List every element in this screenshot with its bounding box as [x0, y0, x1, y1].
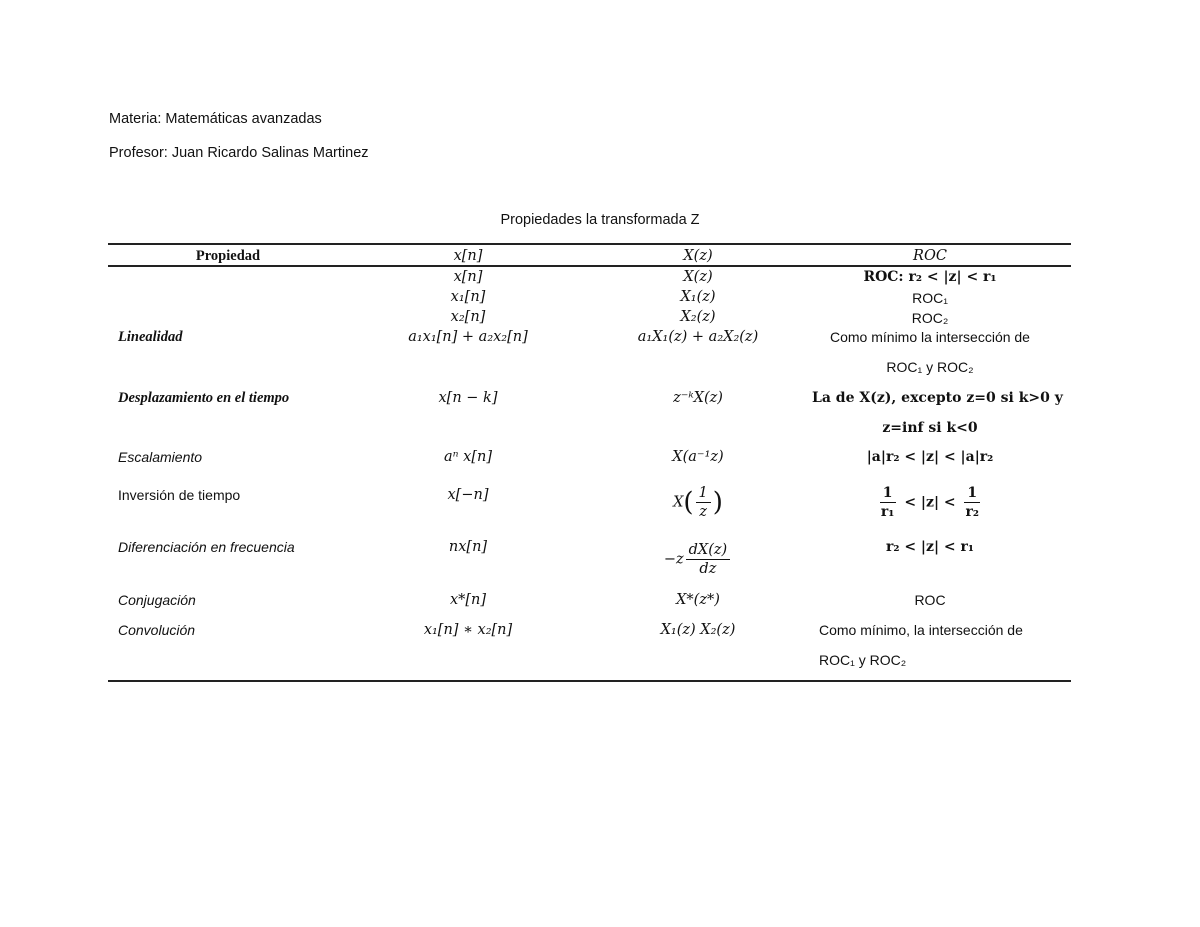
inversion-roc-right-numerator: 1 [964, 484, 980, 503]
desplazamiento-x: x[n − k] [438, 390, 498, 406]
linealidad-X-line-3: X₂(z) [680, 309, 716, 325]
linealidad-X-line-4: a₁X₁(z) + a₂X₂(z) [637, 329, 759, 345]
conjugacion-roc: ROC [914, 592, 946, 608]
table-top-rule [108, 243, 1071, 245]
table-bottom-rule [108, 680, 1071, 682]
inversion-x: x[−n] [447, 487, 489, 503]
inversion-X-numerator: 1 [696, 484, 711, 503]
linealidad-roc-line-2: ROC₁ [912, 290, 948, 306]
linealidad-X-line-2: X₁(z) [680, 289, 716, 305]
linealidad-x-line-1: x[n] [453, 269, 483, 285]
escalamiento-roc: |a|r₂ < |z| < |a|r₂ [866, 449, 994, 465]
inversion-X-prefix: X [673, 494, 684, 511]
linealidad-roc-line-5: ROC₁ y ROC₂ [886, 359, 974, 375]
linealidad-x-line-4: a₁x₁[n] + a₂x₂[n] [408, 329, 528, 345]
diferenciacion-X-denominator: dz [699, 561, 717, 577]
property-desplazamiento: Desplazamiento en el tiempo [118, 390, 290, 406]
column-header-Xz: X(z) [683, 248, 713, 264]
diferenciacion-X [578, 541, 818, 578]
inversion-roc-right-denominator: r₂ [965, 504, 980, 520]
escalamiento-X: X(a⁻¹z) [672, 449, 724, 465]
inversion-roc-middle: < |z| < [904, 494, 956, 511]
linealidad-x-line-2: x₁[n] [450, 289, 486, 305]
inversion-roc-left-denominator: r₁ [880, 504, 895, 520]
diferenciacion-x: nx[n] [448, 539, 488, 555]
conjugacion-X: X*(z*) [676, 592, 720, 608]
diferenciacion-roc: r₂ < |z| < r₁ [885, 539, 975, 555]
professor-line: Profesor: Juan Ricardo Salinas Martinez [109, 145, 369, 161]
convolucion-roc-line-1: Como mínimo, la intersección de [819, 622, 1023, 638]
linealidad-roc-line-1: ROC: r₂ < |z| < r₁ [863, 269, 997, 285]
property-convolucion: Convolución [118, 622, 196, 638]
table-header-rule [108, 265, 1071, 267]
linealidad-roc-line-4: Como mínimo la intersección de [830, 329, 1030, 345]
desplazamiento-X: z⁻ᵏX(z) [673, 390, 723, 406]
subject-line: Materia: Matemáticas avanzadas [109, 111, 322, 127]
escalamiento-x: aⁿ x[n] [444, 449, 492, 465]
column-header-xn: x[n] [453, 248, 483, 264]
desplazamiento-roc-line-1: La de X(z), excepto z=0 si k>0 y [812, 390, 1063, 406]
property-diferenciacion: Diferenciación en frecuencia [118, 539, 295, 555]
convolucion-X: X₁(z) X₂(z) [660, 622, 736, 638]
inversion-X-denominator: z [699, 504, 707, 520]
diferenciacion-X-prefix: −z [663, 551, 684, 568]
property-conjugacion: Conjugación [118, 592, 196, 608]
convolucion-roc-line-2: ROC₁ y ROC₂ [819, 652, 907, 668]
linealidad-X-line-1: X(z) [683, 269, 713, 285]
desplazamiento-roc-line-2: z=inf si k<0 [882, 420, 978, 436]
column-header-roc: ROC [913, 248, 947, 264]
property-inversion: Inversión de tiempo [118, 487, 241, 503]
conjugacion-x: x*[n] [449, 592, 487, 608]
convolucion-x: x₁[n] ∗ x₂[n] [423, 622, 513, 638]
diferenciacion-X-numerator: dX(z) [686, 541, 731, 560]
column-header-property: Propiedad [195, 248, 261, 264]
property-linealidad: Linealidad [118, 329, 183, 345]
inversion-roc-left-numerator: 1 [880, 484, 896, 503]
inversion-roc [812, 484, 1048, 521]
inversion-X: X( $\frac{1}{z}$ ) [673, 485, 723, 520]
property-escalamiento: Escalamiento [118, 449, 203, 465]
linealidad-roc-line-3: ROC₂ [911, 310, 949, 326]
table-caption: Propiedades la transformada Z [500, 212, 700, 228]
linealidad-x-line-3: x₂[n] [450, 309, 486, 325]
